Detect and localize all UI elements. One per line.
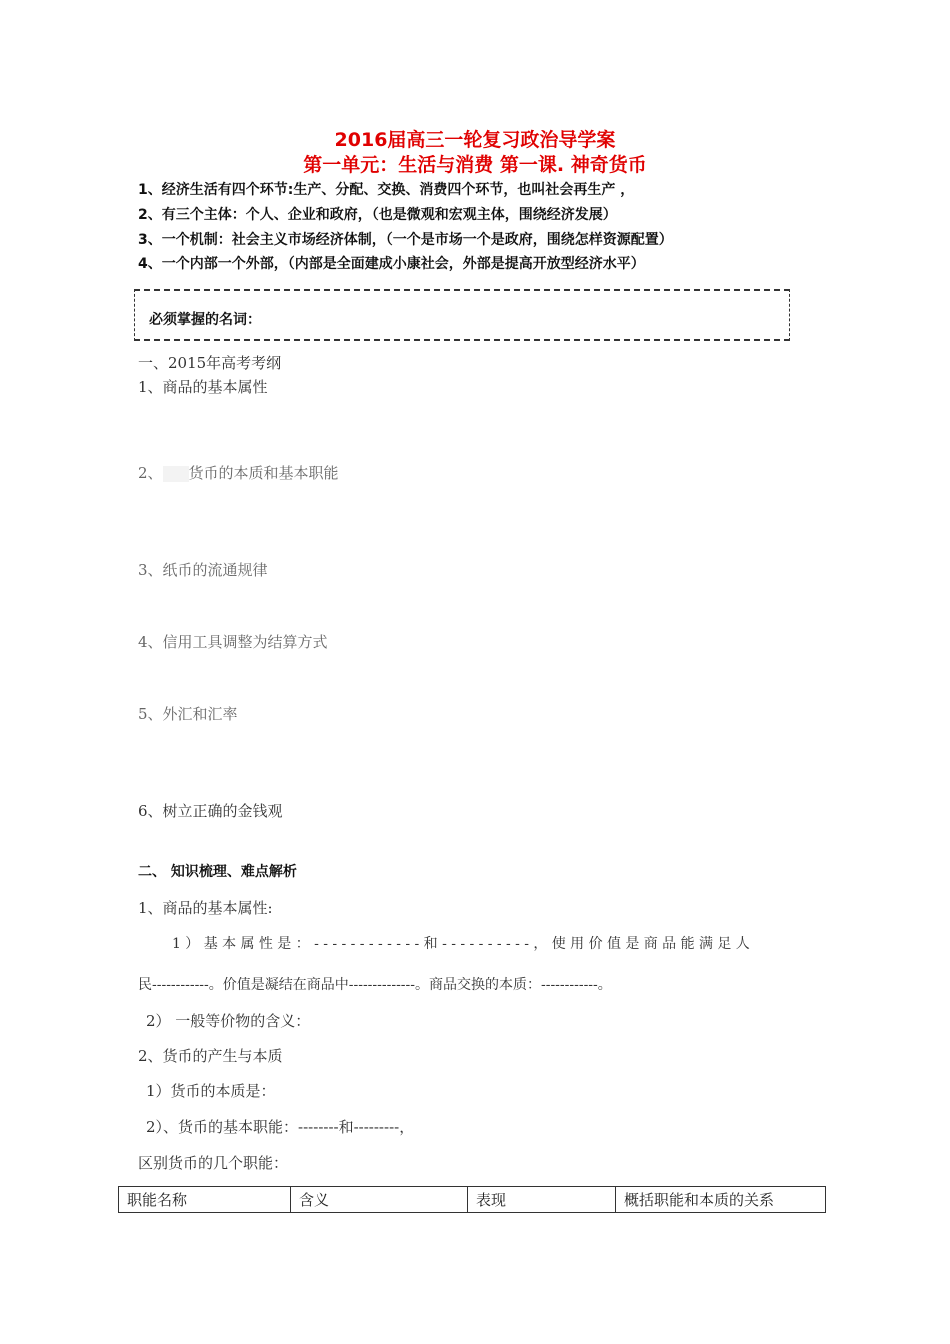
table-header-cell: 职能名称 [119, 1187, 291, 1213]
knowledge-heading: 二、 知识梳理、难点解析 [138, 864, 297, 880]
knowledge-s1: 1、商品的基本属性: [138, 899, 273, 917]
knowledge-s2-line3: 区别货币的几个职能： [138, 1154, 289, 1172]
knowledge-s1-line1: 1）基本属性是：------------和----------，使用价值是商品能满足人 [172, 936, 755, 952]
syllabus-item: 2、 货币的本质和基本职能 [138, 464, 339, 482]
knowledge-s2-line2: 2）、货币的基本职能：--------和---------， [146, 1118, 415, 1136]
syllabus-item: 1、商品的基本属性 [138, 378, 268, 396]
syllabus-item: 3、纸币的流通规律 [138, 561, 268, 579]
table-header-cell: 表现 [468, 1187, 616, 1213]
functions-table [118, 1186, 826, 1213]
highlight-mark [163, 466, 189, 482]
terms-box [134, 289, 790, 341]
knowledge-s1-line2: 民------------。价值是凝结在商品中--------------。商品交换的本质：------------。 [138, 977, 612, 993]
knowledge-s1-line3: 2） 一般等价物的含义： [146, 1012, 311, 1030]
table-row [119, 1187, 826, 1213]
page-subtitle: 第一单元：生活与消费 第一课. 神奇货币 [303, 154, 647, 176]
intro-point: 3、一个机制：社会主义市场经济体制，（一个是市场一个是政府，围绕怎样资源配置） [138, 232, 673, 248]
table-header-cell: 概括职能和本质的关系 [616, 1187, 826, 1213]
intro-point: 2、有三个主体：个人、企业和政府，（也是微观和宏观主体，围绕经济发展） [138, 207, 617, 223]
table-header-cell: 含义 [291, 1187, 468, 1213]
terms-box-label: 必须掌握的名词： [149, 312, 261, 328]
knowledge-s2: 2、货币的产生与本质 [138, 1047, 283, 1065]
intro-point: 1、经济生活有四个环节:生产、分配、交换、消费四个环节，也叫社会再生产 ， [138, 182, 635, 198]
intro-point: 4、一个内部一个外部，（内部是全面建成小康社会，外部是提高开放型经济水平） [138, 256, 645, 272]
syllabus-item: 5、外汇和汇率 [138, 705, 238, 723]
page-title: 2016届高三一轮复习政治导学案 [334, 129, 616, 151]
syllabus-heading: 一、2015年高考考纲 [138, 354, 282, 372]
syllabus-item: 6、树立正确的金钱观 [138, 802, 283, 820]
knowledge-s2-line1: 1）货币的本质是： [146, 1082, 276, 1100]
syllabus-item: 4、信用工具调整为结算方式 [138, 633, 328, 651]
